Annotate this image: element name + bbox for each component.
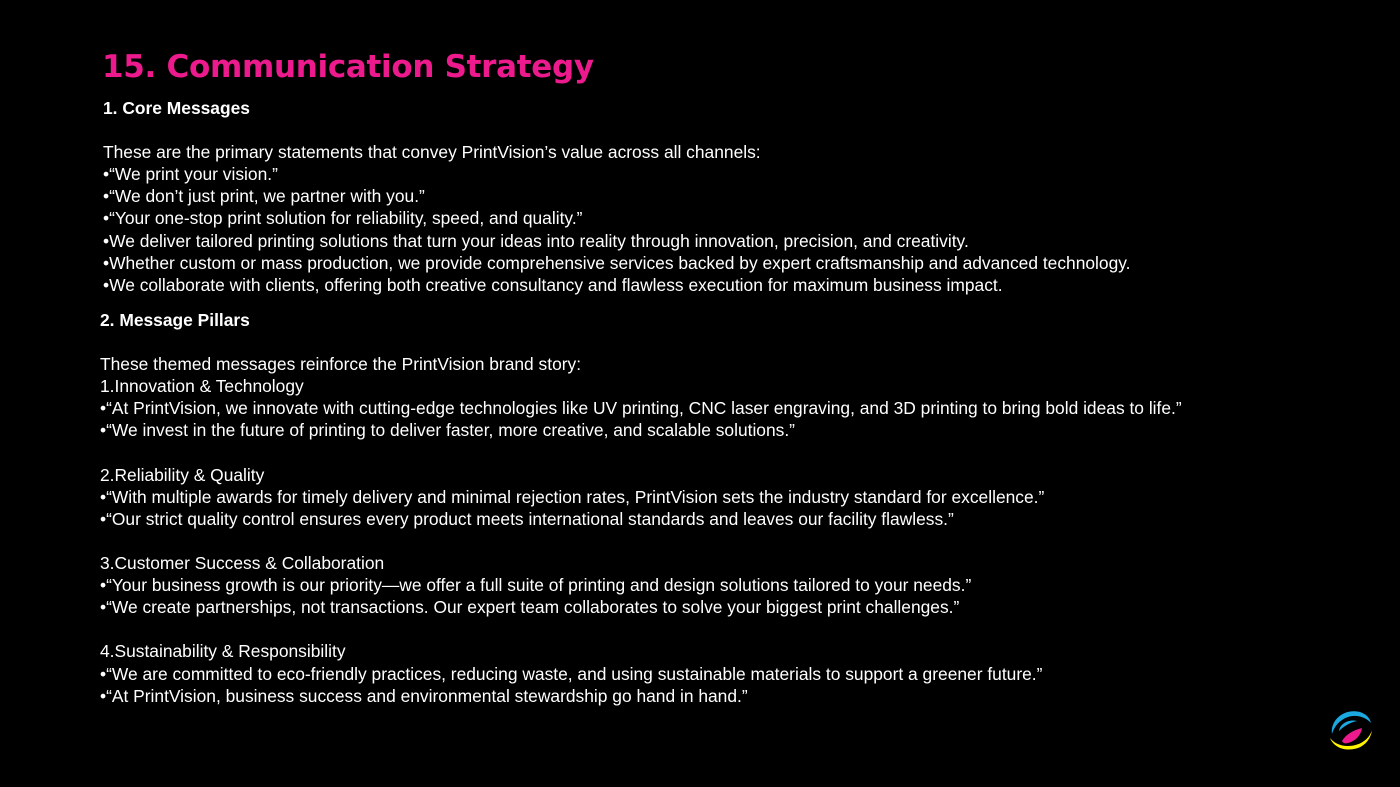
pillar-item: •“Your business growth is our priority—we offer a full suite of printing and design solutions tailored to your needs.” [100, 575, 972, 596]
core-message-item: •We collaborate with clients, offering both creative consultancy and flawless execution for maximum business impact. [103, 274, 1003, 295]
core-messages-section [103, 97, 1131, 296]
core-message-item: •“Your one-stop print solution for reliability, speed, and quality.” [103, 208, 583, 229]
spacer [100, 530, 1182, 552]
core-messages-heading: 1. Core Messages [103, 98, 250, 118]
printvision-logo-icon [1326, 704, 1376, 754]
page-title: 15. Communication Strategy [102, 49, 594, 85]
pillar-item: •“Our strict quality control ensures every product meets international standards and leaves our facility flawless.” [100, 508, 954, 529]
spacer [100, 618, 1182, 640]
pillar-item: •“We invest in the future of printing to deliver faster, more creative, and scalable solutions.” [100, 420, 795, 441]
core-message-item: •We deliver tailored printing solutions that turn your ideas into reality through innovation, precision, and creativity. [103, 230, 969, 251]
pillar-item: •“At PrintVision, business success and environmental stewardship go hand in hand.” [100, 685, 748, 706]
message-pillars-heading: 2. Message Pillars [100, 310, 250, 330]
pillar-title: 4.Sustainability & Responsibility [100, 641, 346, 662]
core-message-item: •Whether custom or mass production, we provide comprehensive services backed by expert craftsmanship and advanced technology. [103, 252, 1131, 273]
spacer [100, 442, 1182, 464]
pillar-item: •“At PrintVision, we innovate with cutting-edge technologies like UV printing, CNC laser engraving, and 3D printing to bring bold ideas to life.” [100, 398, 1182, 419]
spacer [103, 119, 1131, 141]
message-pillars-intro: These themed messages reinforce the PrintVision brand story: [100, 354, 582, 375]
core-message-item: •“We don’t just print, we partner with you.” [103, 186, 425, 207]
spacer [100, 331, 1182, 353]
pillar-title: 2.Reliability & Quality [100, 464, 265, 485]
message-pillars-section [100, 309, 1182, 707]
pillar-item: •“We are committed to eco-friendly practices, reducing waste, and using sustainable materials to support a greener future.” [100, 663, 1043, 684]
core-messages-intro: These are the primary statements that convey PrintVision’s value across all channels: [103, 142, 761, 163]
core-message-item: •“We print your vision.” [103, 164, 278, 185]
pillar-item: •“With multiple awards for timely delivery and minimal rejection rates, PrintVision sets the industry standard for excellence.” [100, 486, 1045, 507]
pillar-title: 1.Innovation & Technology [100, 376, 304, 397]
pillar-title: 3.Customer Success & Collaboration [100, 553, 385, 574]
pillar-item: •“We create partnerships, not transactions. Our expert team collaborates to solve your biggest print challenges.” [100, 597, 960, 618]
